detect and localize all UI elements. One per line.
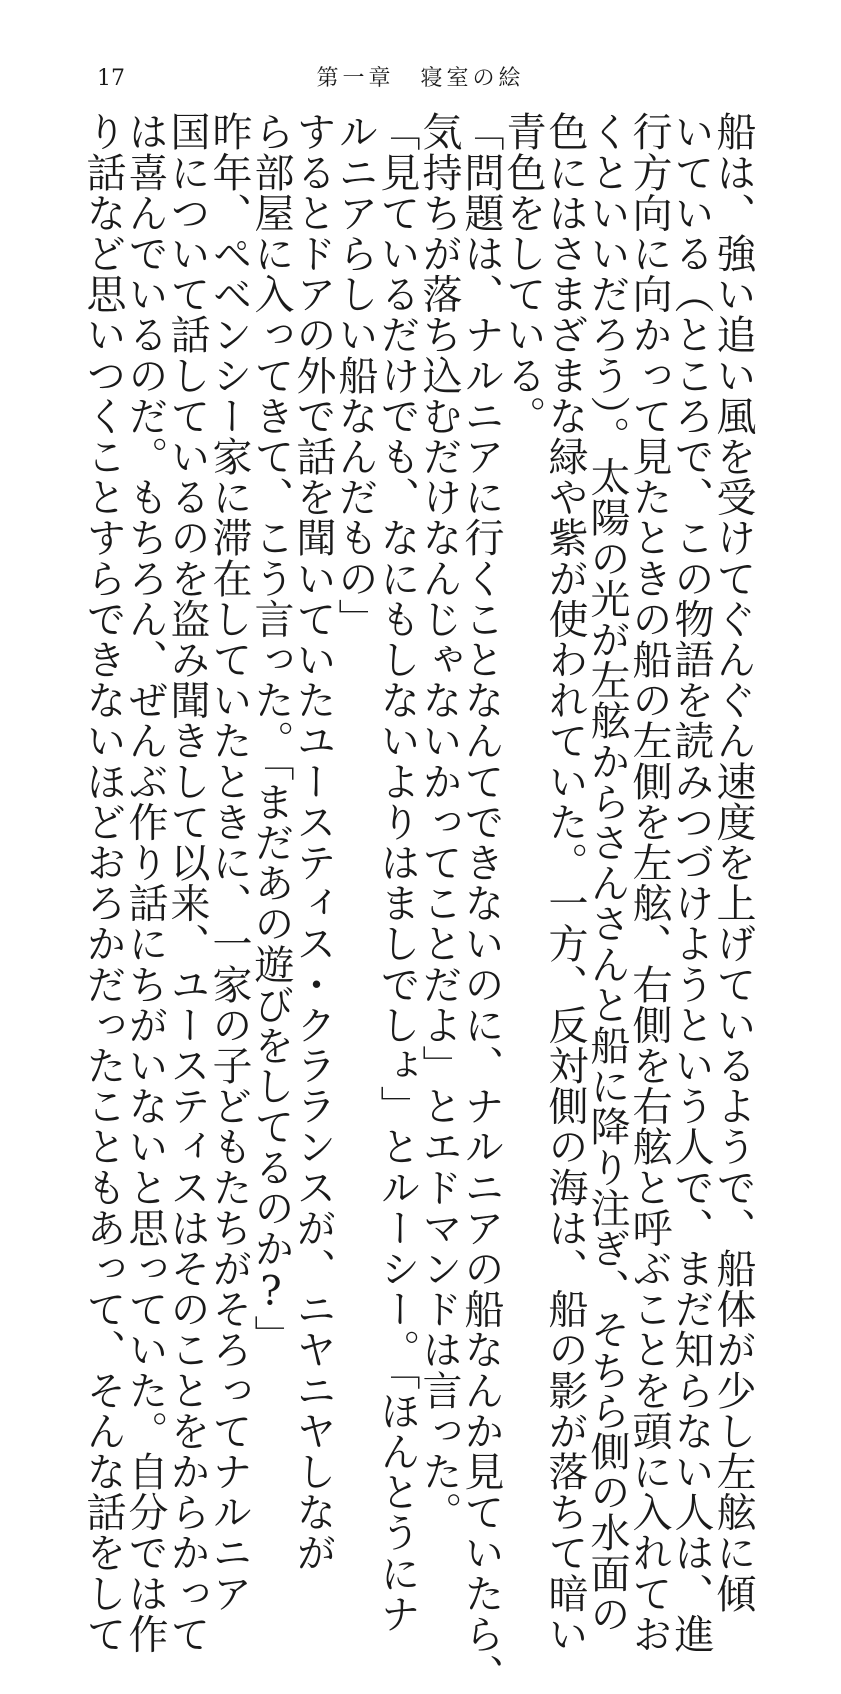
text-line: 「問題は、ナルニアに行くことなんてできないのに、ナルニアの船なんか見ていたら、 bbox=[458, 111, 504, 1694]
text-line: り話など思いつくことすらできないほどおろかだったこともあって、そんな話をして bbox=[80, 111, 126, 1654]
text-line: 行方向に向かって見たときの船の左側を左舷、右側を右舷と呼ぶことを頭に入れてお bbox=[626, 111, 672, 1654]
text-line: くといいだろう）。太陽の光が左舷からさんさんと船に降り注ぎ、そちら側の水面の bbox=[584, 111, 630, 1634]
text-line: ら部屋に入ってきて、こう言った。「まだあの遊びをしてるのか?」 bbox=[248, 111, 294, 1356]
text-line: いている（ところで、この物語を読みつづけようという人で、まだ知らない人は、進 bbox=[668, 111, 714, 1654]
page-number: 17 bbox=[97, 66, 125, 91]
text-line: 国について話しているのを盗み聞きして以来、ユースティスはそのことをからかって bbox=[164, 111, 210, 1654]
text-line: ルニアらしい船なんだもの」 bbox=[332, 111, 378, 639]
text-line: するとドアの外で話を聞いていたユースティス・クラランスが、ニヤニヤしなが bbox=[290, 111, 336, 1573]
text-line: 色にはさまざまな緑や紫が使われていた。一方、反対側の海は、船の影が落ちて暗い bbox=[542, 111, 588, 1654]
running-head: 第一章 寝室の絵 bbox=[316, 66, 525, 91]
text-line: 船は、強い追い風を受けてぐんぐん速度を上げているようで、船体が少し左舷に傾 bbox=[710, 111, 756, 1614]
text-line: 「見ているだけでも、なにもしないよりはましでしょ」とルーシー。「ほんとうにナ bbox=[374, 111, 420, 1634]
text-line: は喜んでいるのだ。もちろん、ぜんぶ作り話にちがいないと思っていた。自分では作 bbox=[122, 111, 168, 1654]
text-line: 青色をしている。 bbox=[500, 111, 546, 436]
text-line: 昨年、ペベンシー家に滞在していたときに、一家の子どもたちがそろってナルニア bbox=[206, 111, 252, 1614]
text-line: 気持ちが落ち込むだけなんじゃないかってことだよ」とエドマンドは言った。 bbox=[416, 111, 462, 1532]
